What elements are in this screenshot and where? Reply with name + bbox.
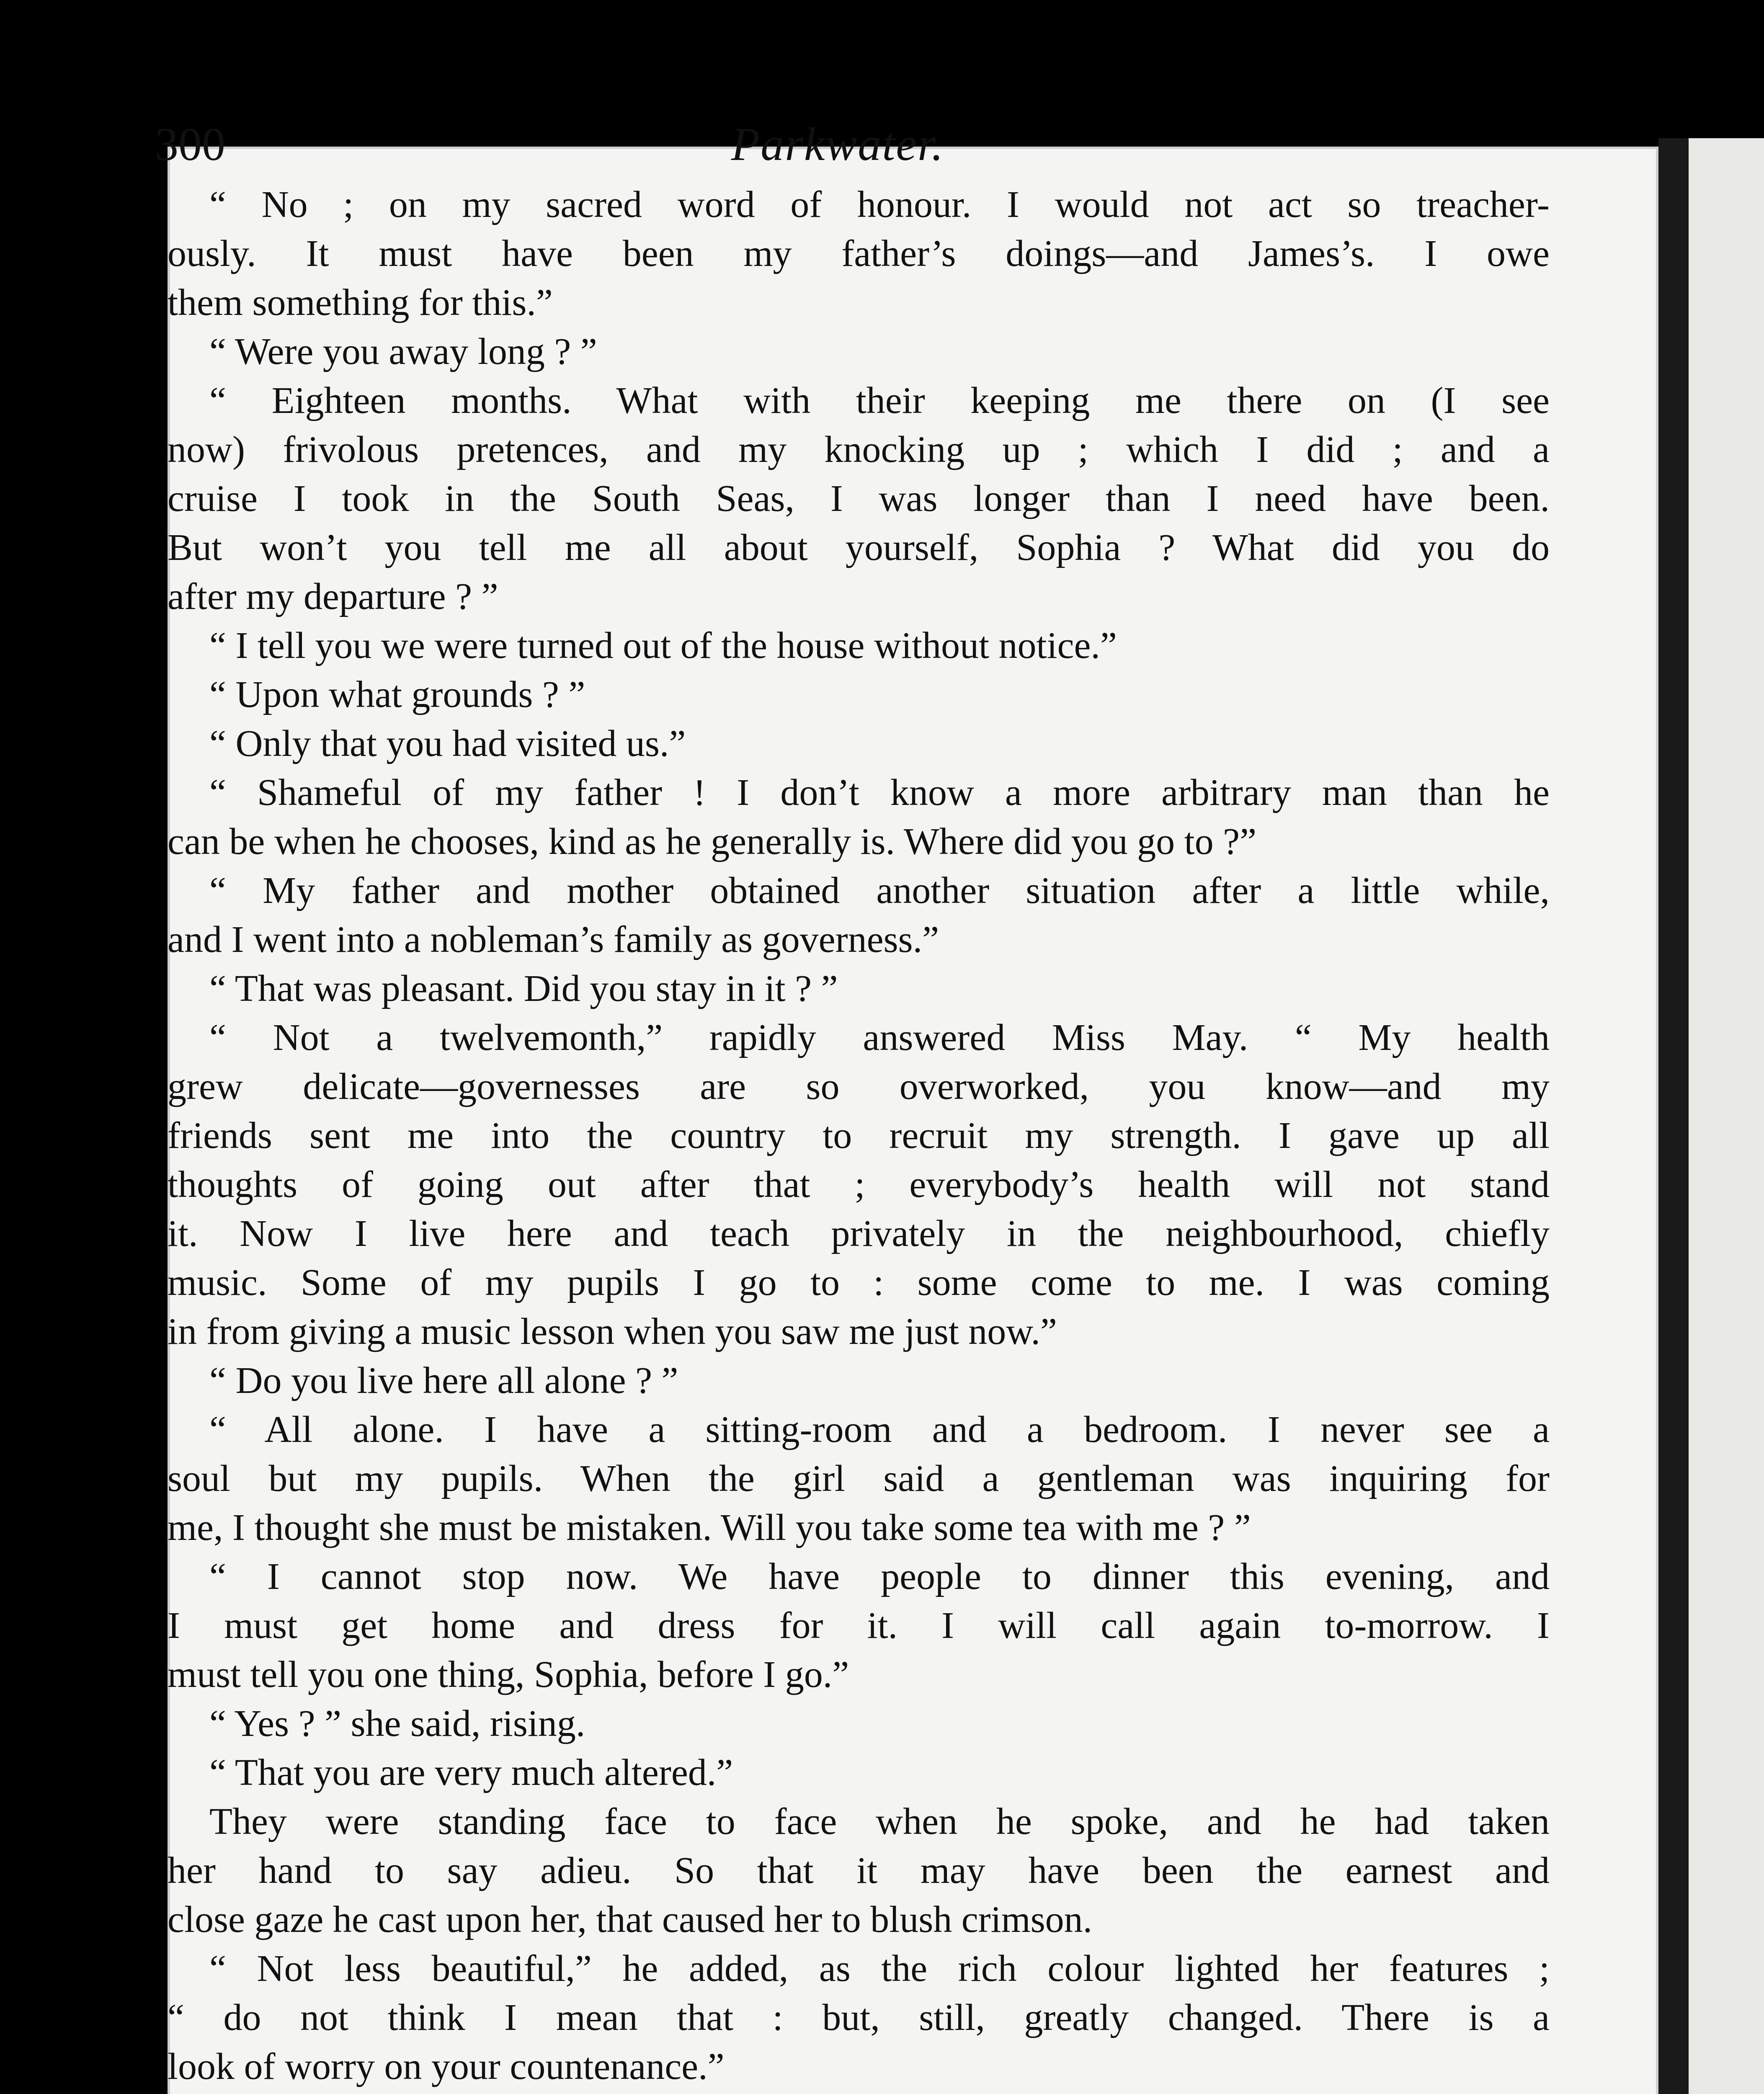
text-line: must tell you one thing, Sophia, before I go.” (168, 1654, 849, 1695)
text-line: ously. It must have been my father’s doings—and James’s. I owe (168, 233, 1550, 274)
text-line: “ Only that you had visited us.” (209, 723, 686, 764)
text-line: now) frivolous pretences, and my knocking up ; which I did ; and a (168, 429, 1550, 470)
text-line: But won’t you tell me all about yourself, Sophia ? What did you do (168, 527, 1550, 568)
text-line: her hand to say adieu. So that it may have been the earnest and (168, 1850, 1550, 1891)
page-gutter-shadow (1658, 138, 1689, 2094)
text-line: friends sent me into the country to recruit my strength. I gave up all (168, 1115, 1550, 1156)
text-line: after my departure ? ” (168, 576, 498, 617)
text-line: soul but my pupils. When the girl said a gentleman was inquiring for (168, 1458, 1550, 1499)
text-line: “ All alone. I have a sitting-room and a bedroom. I never see a (209, 1409, 1550, 1450)
facing-page-edge (1689, 138, 1764, 2094)
text-line (168, 2091, 1550, 2094)
text-line: “ Not a twelvemonth,” rapidly answered Miss May. “ My health (209, 1017, 1550, 1058)
text-line: cruise I took in the South Seas, I was longer than I need have been. (168, 478, 1550, 519)
text-line: “ Shameful of my father ! I don’t know a more arbitrary man than he (209, 772, 1550, 813)
text-line: me, I thought she must be mistaken. Will you take some tea with me ? ” (168, 1507, 1251, 1548)
text-line: “ Eighteen months. What with their keeping me there on (I see (209, 380, 1550, 421)
text-line: “ No ; on my sacred word of honour. I would not act so treacher- (209, 184, 1550, 225)
text-line: music. Some of my pupils I go to : some come to me. I was coming (168, 1262, 1550, 1303)
text-line: them something for this.” (168, 282, 553, 323)
text-line: “ I cannot stop now. We have people to dinner this evening, and (209, 1556, 1550, 1597)
page-header (155, 113, 1520, 184)
running-head: Parkwater. (731, 119, 944, 170)
text-line: and I went into a nobleman’s family as governess.” (168, 919, 939, 960)
text-line: “ My father and mother obtained another situation after a little while, (209, 870, 1550, 911)
text-line: They were standing face to face when he spoke, and he had taken (209, 1801, 1550, 1842)
text-line: close gaze he cast upon her, that caused her to blush crimson. (168, 1899, 1093, 1940)
text-line: can be when he chooses, kind as he generally is. Where did you go to ?” (168, 821, 1257, 862)
text-line: “ Were you away long ? ” (209, 331, 597, 372)
text-line: “ I tell you we were turned out of the house without notice.” (209, 625, 1117, 666)
text-line: grew delicate—governesses are so overworked, you know—and my (168, 1066, 1550, 1107)
body-text (168, 180, 1550, 2094)
text-line: “ Not less beautiful,” he added, as the rich colour lighted her features ; (209, 1948, 1550, 1989)
text-line: I must get home and dress for it. I will call again to-morrow. I (168, 1605, 1550, 1646)
page-number: 300 (155, 119, 225, 170)
text-line: in from giving a music lesson when you saw me just now.” (168, 1311, 1057, 1352)
text-line: “ That was pleasant. Did you stay in it ? ” (209, 968, 838, 1009)
text-line: “ Do you live here all alone ? ” (209, 1360, 678, 1401)
text-line: thoughts of going out after that ; everybody’s health will not stand (168, 1164, 1550, 1205)
text-line: “ Upon what grounds ? ” (209, 674, 585, 715)
text-line: “ That you are very much altered.” (209, 1752, 733, 1793)
text-line: it. Now I live here and teach privately in the neighbourhood, chiefly (168, 1213, 1550, 1254)
text-line: look of worry on your countenance.” (168, 2046, 725, 2087)
text-line: “ Yes ? ” she said, rising. (209, 1703, 585, 1744)
text-line: “ do not think I mean that : but, still, greatly changed. There is a (168, 1997, 1550, 2038)
